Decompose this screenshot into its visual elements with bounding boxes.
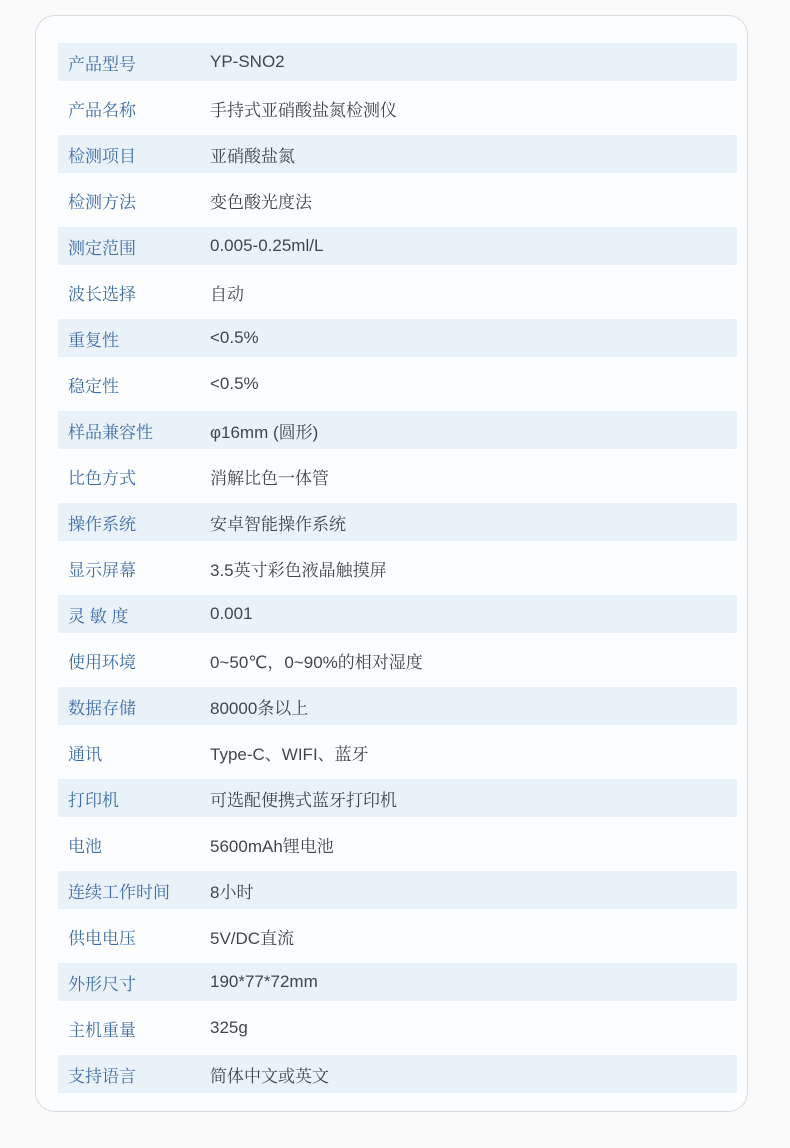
spec-table-row (58, 457, 737, 495)
spec-label: 连续工作时间 (68, 882, 170, 902)
spec-value: <0.5% (210, 328, 259, 347)
spec-label: 主机重量 (68, 1020, 136, 1040)
spec-table-row (58, 503, 737, 541)
spec-table-row (58, 1055, 737, 1093)
spec-value: YP-SNO2 (210, 52, 285, 71)
spec-value: 325g (210, 1018, 248, 1037)
spec-table-row (58, 917, 737, 955)
spec-value: 消解比色一体管 (210, 468, 329, 488)
spec-value: 自动 (210, 284, 244, 304)
spec-value: 简体中文或英文 (210, 1066, 329, 1086)
spec-value: 80000条以上 (210, 698, 309, 718)
spec-table-row (58, 825, 737, 863)
spec-table-row (58, 871, 737, 909)
spec-table-row (58, 779, 737, 817)
product-spec-card (35, 15, 748, 1112)
spec-value: 0.005-0.25ml/L (210, 236, 324, 255)
spec-value: 190*77*72mm (210, 972, 318, 991)
spec-value: 3.5英寸彩色液晶触摸屏 (210, 560, 387, 580)
spec-table-row (58, 733, 737, 771)
spec-value: φ16mm (圆形) (210, 422, 319, 442)
spec-label: 显示屏幕 (68, 560, 136, 580)
spec-table-row (58, 1009, 737, 1047)
spec-value: 0~50℃，0~90%的相对湿度 (210, 652, 423, 672)
spec-table-row (58, 181, 737, 219)
spec-label: 比色方式 (68, 468, 136, 488)
spec-table-row (58, 641, 737, 679)
spec-label: 产品名称 (68, 100, 136, 120)
spec-label: 电池 (68, 836, 102, 856)
spec-label: 支持语言 (68, 1066, 136, 1086)
spec-table-row (58, 411, 737, 449)
spec-value: 亚硝酸盐氮 (210, 146, 295, 166)
spec-label: 波长选择 (68, 284, 136, 304)
spec-value: 5600mAh锂电池 (210, 836, 334, 856)
spec-value: <0.5% (210, 374, 259, 393)
spec-label: 重复性 (68, 330, 119, 350)
spec-value: 手持式亚硝酸盐氮检测仪 (210, 100, 397, 120)
spec-table-row (58, 135, 737, 173)
spec-label: 操作系统 (68, 514, 136, 534)
spec-label: 外形尺寸 (68, 974, 136, 994)
spec-table-row (58, 319, 737, 357)
spec-label: 稳定性 (68, 376, 119, 396)
spec-table-row (58, 43, 737, 81)
spec-label: 通讯 (68, 744, 102, 764)
spec-table-row (58, 963, 737, 1001)
spec-label: 灵 敏 度 (68, 606, 129, 626)
spec-label: 打印机 (68, 790, 119, 810)
spec-value: 5V/DC直流 (210, 928, 295, 948)
spec-table-row (58, 365, 737, 403)
spec-table-row (58, 227, 737, 265)
spec-label: 数据存储 (68, 698, 136, 718)
spec-table-row (58, 549, 737, 587)
spec-label: 产品型号 (68, 54, 136, 74)
spec-value: 8小时 (210, 882, 254, 902)
spec-label: 样品兼容性 (68, 422, 153, 442)
spec-label: 检测项目 (68, 146, 136, 166)
spec-label: 测定范围 (68, 238, 136, 258)
spec-value: 0.001 (210, 604, 253, 623)
spec-value: 安卓智能操作系统 (210, 514, 346, 534)
spec-table-row (58, 89, 737, 127)
spec-table-row (58, 687, 737, 725)
spec-label: 供电电压 (68, 928, 136, 948)
spec-value: 可选配便携式蓝牙打印机 (210, 790, 397, 810)
spec-label: 使用环境 (68, 652, 136, 672)
spec-table-row (58, 595, 737, 633)
spec-value: Type-C、WIFI、蓝牙 (210, 744, 369, 764)
spec-value: 变色酸光度法 (210, 192, 312, 212)
spec-label: 检测方法 (68, 192, 136, 212)
spec-table-row (58, 273, 737, 311)
spec-table (58, 43, 737, 1093)
